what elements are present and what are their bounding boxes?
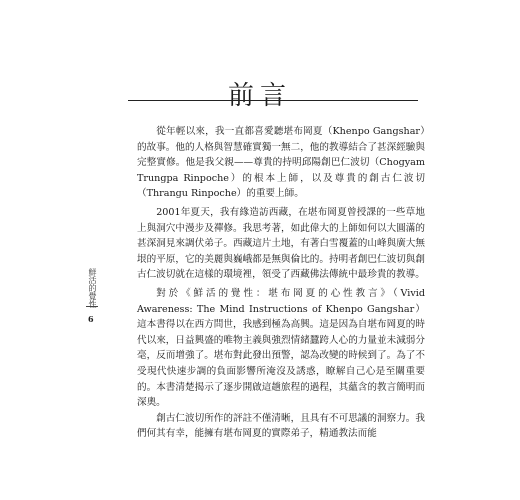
paragraph: 創古仁波切所作的評註不僅清晰，且具有不可思議的洞察力。我們何其有幸，能擁有堪布岡夏的實際弟子，精通教法而能 xyxy=(137,412,425,440)
page-number: 6 xyxy=(88,314,94,324)
body-text xyxy=(137,124,425,445)
paragraph: 從年輕以來，我一直都喜愛聽堪布岡夏（Khenpo Gangshar）的故事。他的人格與智慧確實獨一無二，他的教導結合了甚深經驗與完整實修。他是我父親——尊貴的持明邱陽創巴仁波切（Chogyam Trungpa Rinpoche）的根本上師，以及尊貴的創古仁波切（Thrangu Rinpoche）的重要上師。 xyxy=(137,126,425,200)
paragraph: 對於《鮮活的覺性：堪布岡夏的心性教言》（Vivid Awareness: The Mind Instructions of Khenpo Gangshar）這本書得以在西方問世，我感到極為高興。這是因為自堪布岡夏的時代以來，日益興盛的唯物主義與強烈情緒蠶跨人心的力量並未減弱分毫，反而增強了。堪布對此發出預警，認為改變的時候到了。為了不受現代快速步調的負面影響所淹沒及誘惑，瞭解自己心是至關重要的。本書清楚揭示了逐步開啟這趟旅程的過程，其蘊含的教言簡明而深奧。 xyxy=(137,287,425,409)
paragraph: 2001年夏天，我有緣造訪西藏，在堪布岡夏曾授課的一些草地上與洞穴中漫步及禪修。我思考著，如此偉大的上師如何以大圓滿的甚深洞見來調伏弟子。西藏這片土地，有著白雪覆蓋的山峰與廣大無垠的平原，它的美麗與巍峨都是無與倫比的。持明者創巴仁波切與創古仁波切就在這樣的環境裡，領受了西藏佛法傳統中最珍貴的教導。 xyxy=(137,206,425,281)
chapter-title: 前言 xyxy=(227,81,292,112)
running-head-divider xyxy=(86,306,98,307)
title-divider xyxy=(128,100,418,101)
running-head-book-title: 鮮活的覺性 xyxy=(88,268,97,308)
